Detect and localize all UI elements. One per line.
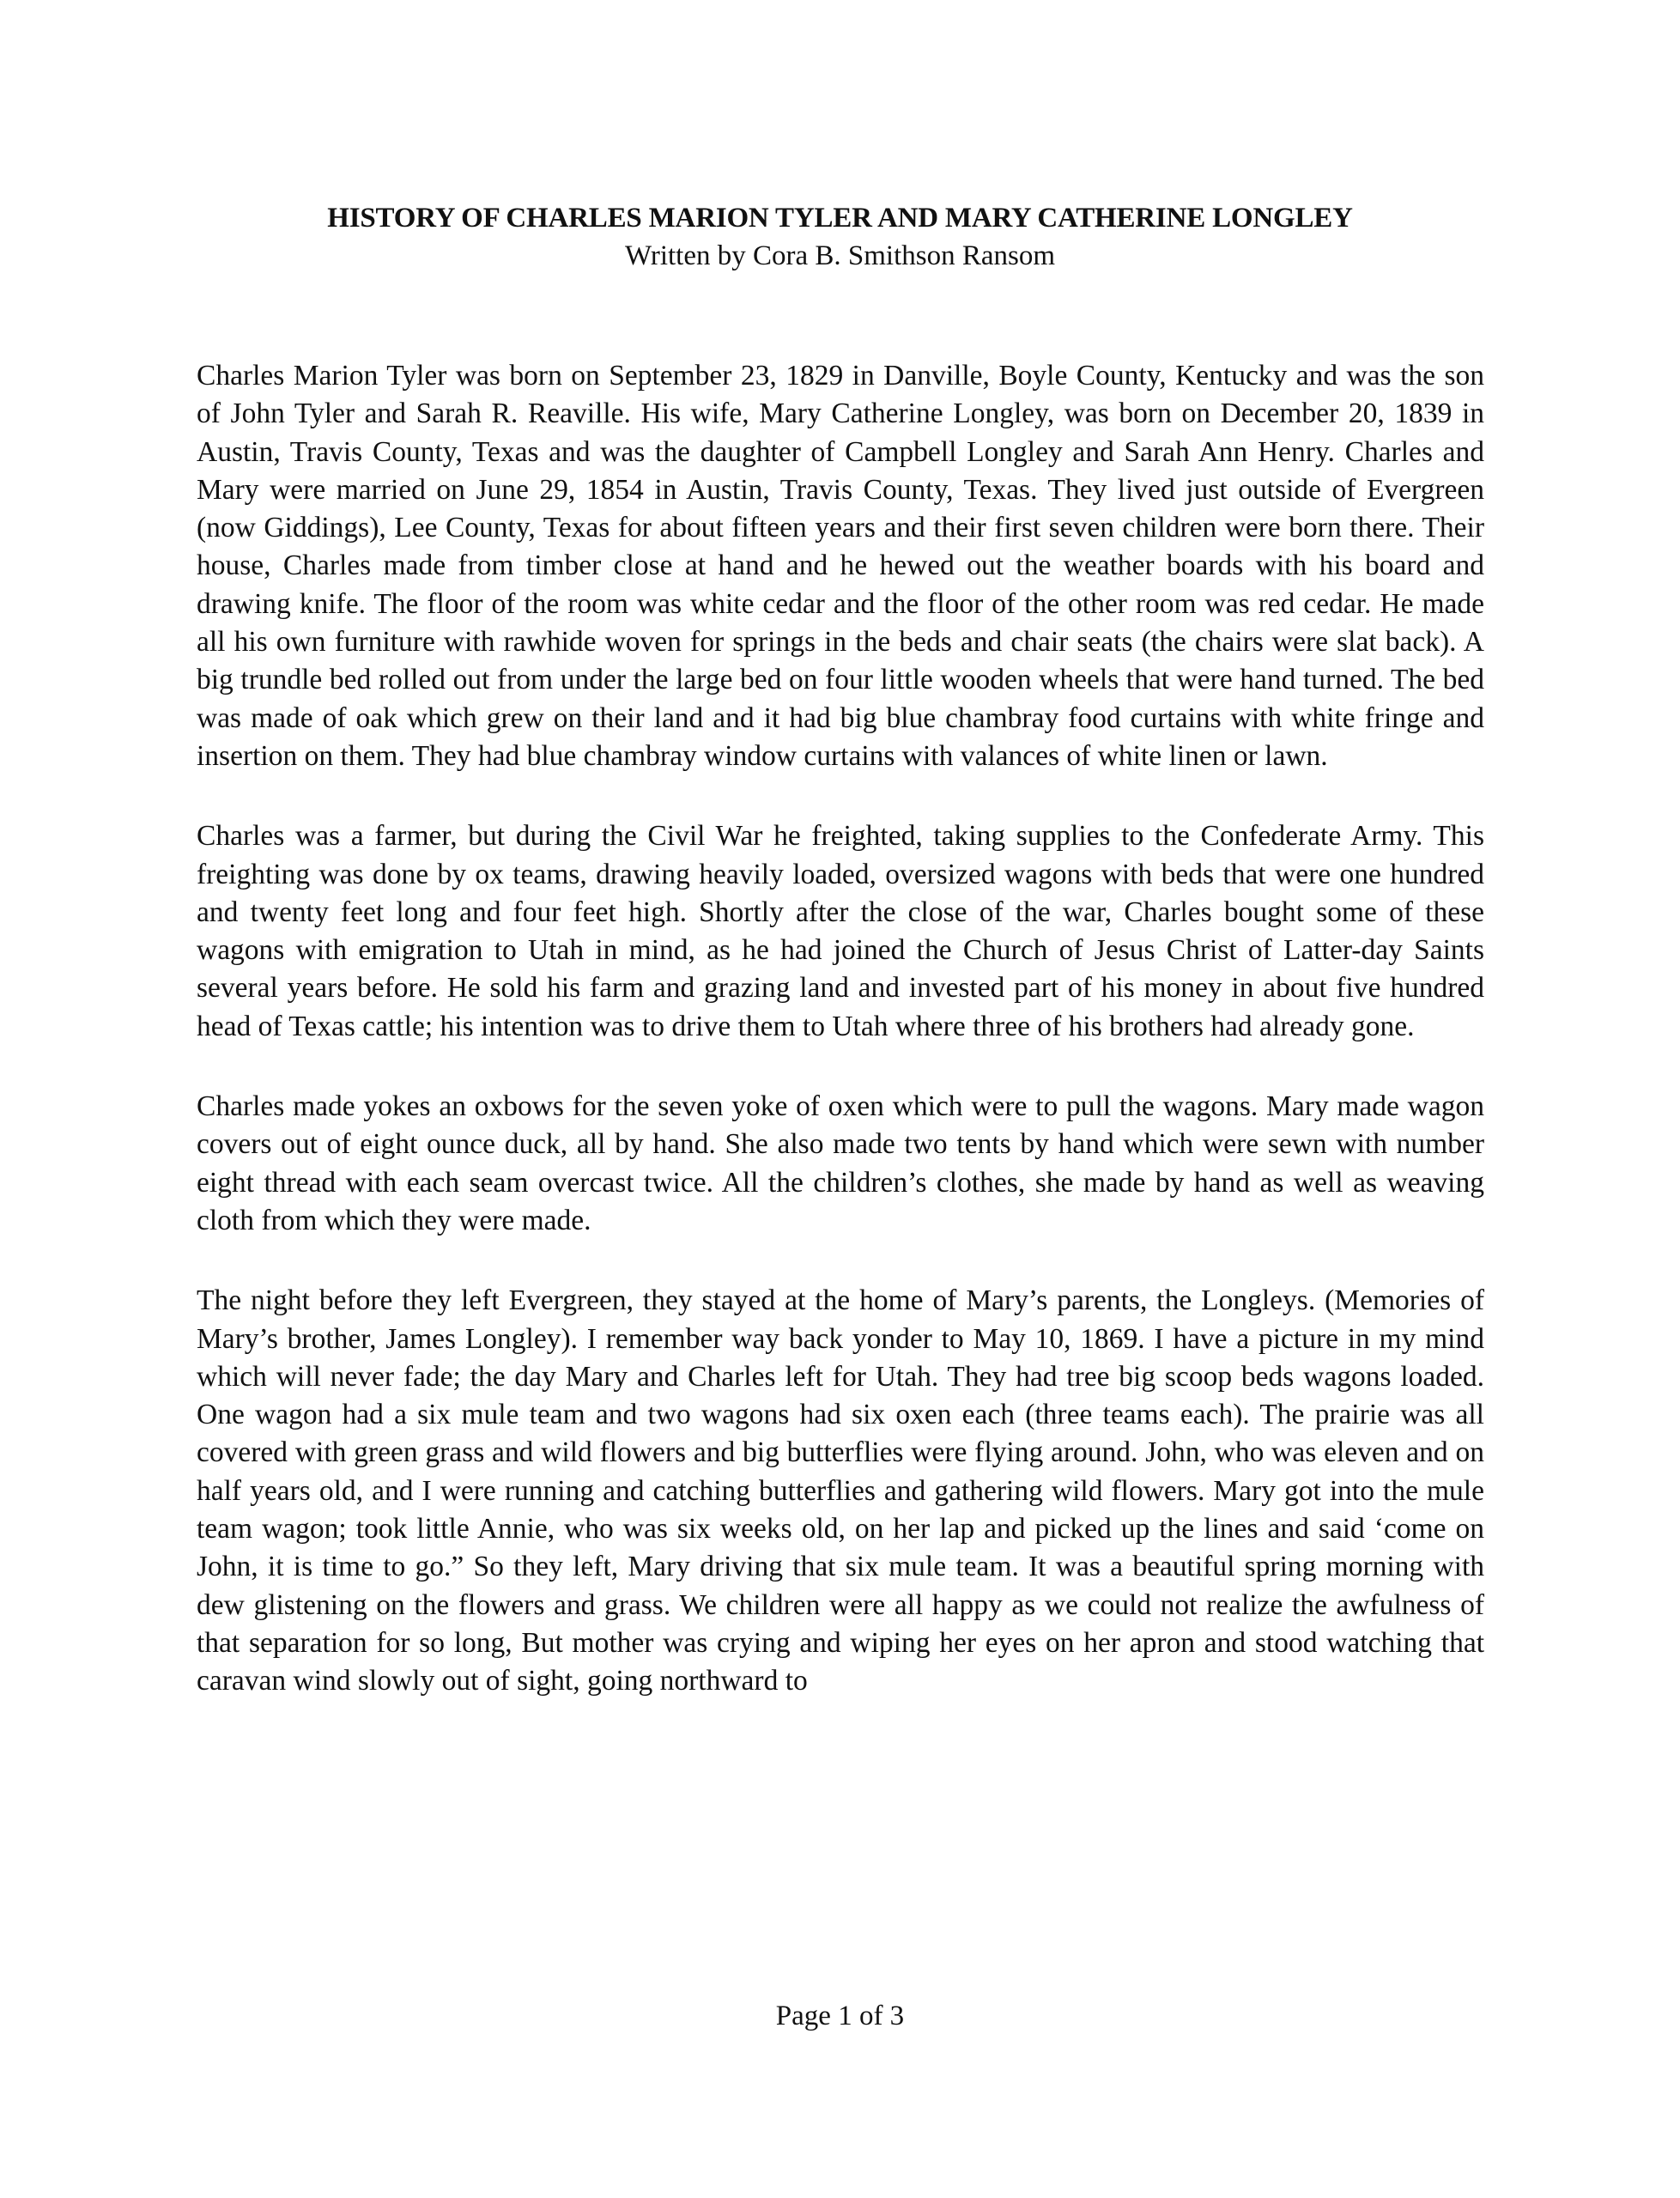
paragraph: Charles Marion Tyler was born on September 23, 1829 in Danville, Boyle County, Kentucky and was the son of John Tyler and Sarah R. Reaville. His wife, Mary Catherine Longley, was born on December 20, 1839 in Austin, Travis County, Texas and was the daughter of Campbell Longley and Sarah Ann Henry. Charles and Mary were married on June 29, 1854 in Austin, Travis County, Texas. They lived just outside of Evergreen (now Giddings), Lee County, Texas for about fifteen years and their first seven children were born there. Their house, Charles made from timber close at hand and he hewed out the weather boards with his board and drawing knife. The floor of the room was white cedar and the floor of the other room was red cedar. He made all his own furniture with rawhide woven for springs in the beds and chair seats (the chairs were slat back). A big trundle bed rolled out from under the large bed on four little wooden wheels that were hand turned. The bed was made of oak which grew on their land and it had big blue chambray food curtains with white fringe and insertion on them. They had blue chambray window curtains with valances of white linen or lawn. [197,360,1484,772]
paragraph: The night before they left Evergreen, they stayed at the home of Mary’s parents, the Longleys. (Memories of Mary’s brother, James Longley). I remember way back yonder to May 10, 1869. I have a picture in my mind which will never fade; the day Mary and Charles left for Utah. They had tree big scoop beds wagons loaded. One wagon had a six mule team and two wagons had six oxen each (three teams each). The prairie was all covered with green grass and wild flowers and big butterflies were flying around. John, who was eleven and on half years old, and I were running and catching butterflies and gathering wild flowers. Mary got into the mule team wagon; took little Annie, who was six weeks old, on her lap and picked up the lines and said ‘come on John, it is time to go.” So they left, Mary driving that six mule team. It was a beautiful spring morning with dew glistening on the flowers and grass. We children were all happy as we could not realize the awfulness of that separation for so long, But mother was crying and wiping her eyes on her apron and stood watching that caravan wind slowly out of sight, going northward to [197,1284,1484,1697]
document-header [172,199,1508,275]
paragraph: Charles was a farmer, but during the Civil War he freighted, taking supplies to the Confederate Army. This freighting was done by ox teams, drawing heavily loaded, oversized wagons with beds that were one hundred and twenty feet long and four feet high. Shortly after the close of the war, Charles bought some of these wagons with emigration to Utah in mind, as he had joined the Church of Jesus Christ of Latter-day Saints several years before. He sold his farm and grazing land and invested part of his money in about five hundred head of Texas cattle; his intention was to drive them to Utah where three of his brothers had already gone. [197,820,1484,1042]
document-byline: Written by Cora B. Smithson Ransom [625,240,1055,271]
document-title: HISTORY OF CHARLES MARION TYLER AND MARY CATHERINE LONGLEY [327,203,1353,234]
document-body [197,357,1484,1743]
page-number: Page 1 of 3 [775,2001,905,2031]
paragraph: Charles made yokes an oxbows for the seven yoke of oxen which were to pull the wagons. Mary made wagon covers out of eight ounce duck, all by hand. She also made two tents by hand which were sewn with number eight thread with each seam overcast twice. All the children’s clothes, she made by hand as well as weaving cloth from which they were made. [197,1090,1484,1236]
